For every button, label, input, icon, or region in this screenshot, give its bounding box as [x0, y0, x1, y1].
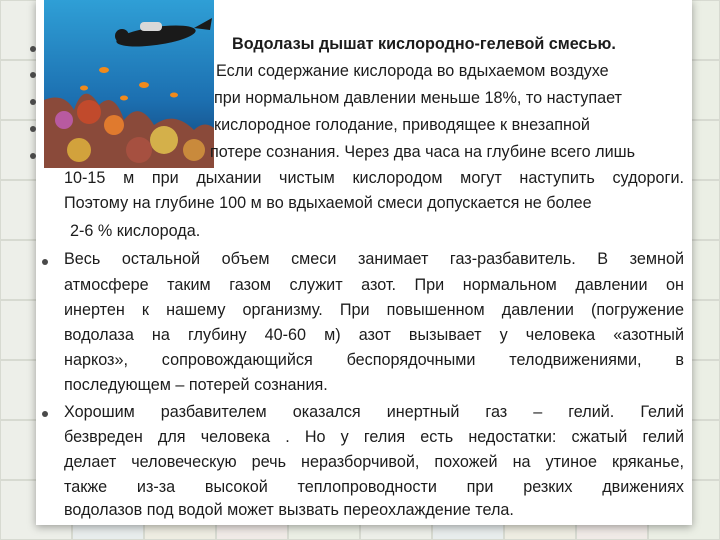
text-line: Если содержание кислорода во вдыхаемом воздухе: [216, 62, 609, 80]
text-line: делает человеческую речь неразборчивой, похожей на утиное кряканье,: [64, 453, 684, 471]
text-line: также из-за высокой теплопроводности при резких движениях: [64, 478, 684, 496]
slide-title: Водолазы дышат кислородно-гелевой смесью.: [232, 35, 616, 53]
text-line: водолазов под водой может вызвать переохлаждение тела.: [64, 501, 514, 519]
text-line: кислородное голодание, приводящее к внезапной: [214, 116, 590, 134]
text-line: 2-6 % кислорода.: [70, 222, 201, 240]
text-line: Поэтому на глубине 100 м во вдыхаемой смеси допускается не более: [64, 194, 592, 212]
text-line: 10-15 м при дыхании чистым кислородом могут наступить судороги.: [64, 169, 684, 187]
text-line: атмосфере таким газом служит азот. При нормальном давлении он: [64, 276, 684, 294]
text-line: безвреден для человека . Но у гелия есть недостатки: сжатый гелий: [64, 428, 684, 446]
text-line: Весь остальной объем смеси занимает газ-разбавитель. В земной: [64, 250, 684, 268]
text-line: наркоз», сопровождающийся беспорядочными телодвижениями, в: [64, 351, 684, 369]
text-line: водолаза на глубину 40-60 м) азот вызывает у человека «азотный: [64, 326, 684, 344]
text-line: последующем – потерей сознания.: [64, 376, 328, 394]
text-line: инертен к нашему организму. При повышенном давлении (погружение: [64, 301, 684, 319]
text-line: Хорошим разбавителем оказался инертный газ – гелий. Гелий: [64, 403, 684, 421]
text-line: при нормальном давлении меньше 18%, то наступает: [214, 89, 622, 107]
text-line: потере сознания. Через два часа на глубине всего лишь: [210, 143, 636, 161]
